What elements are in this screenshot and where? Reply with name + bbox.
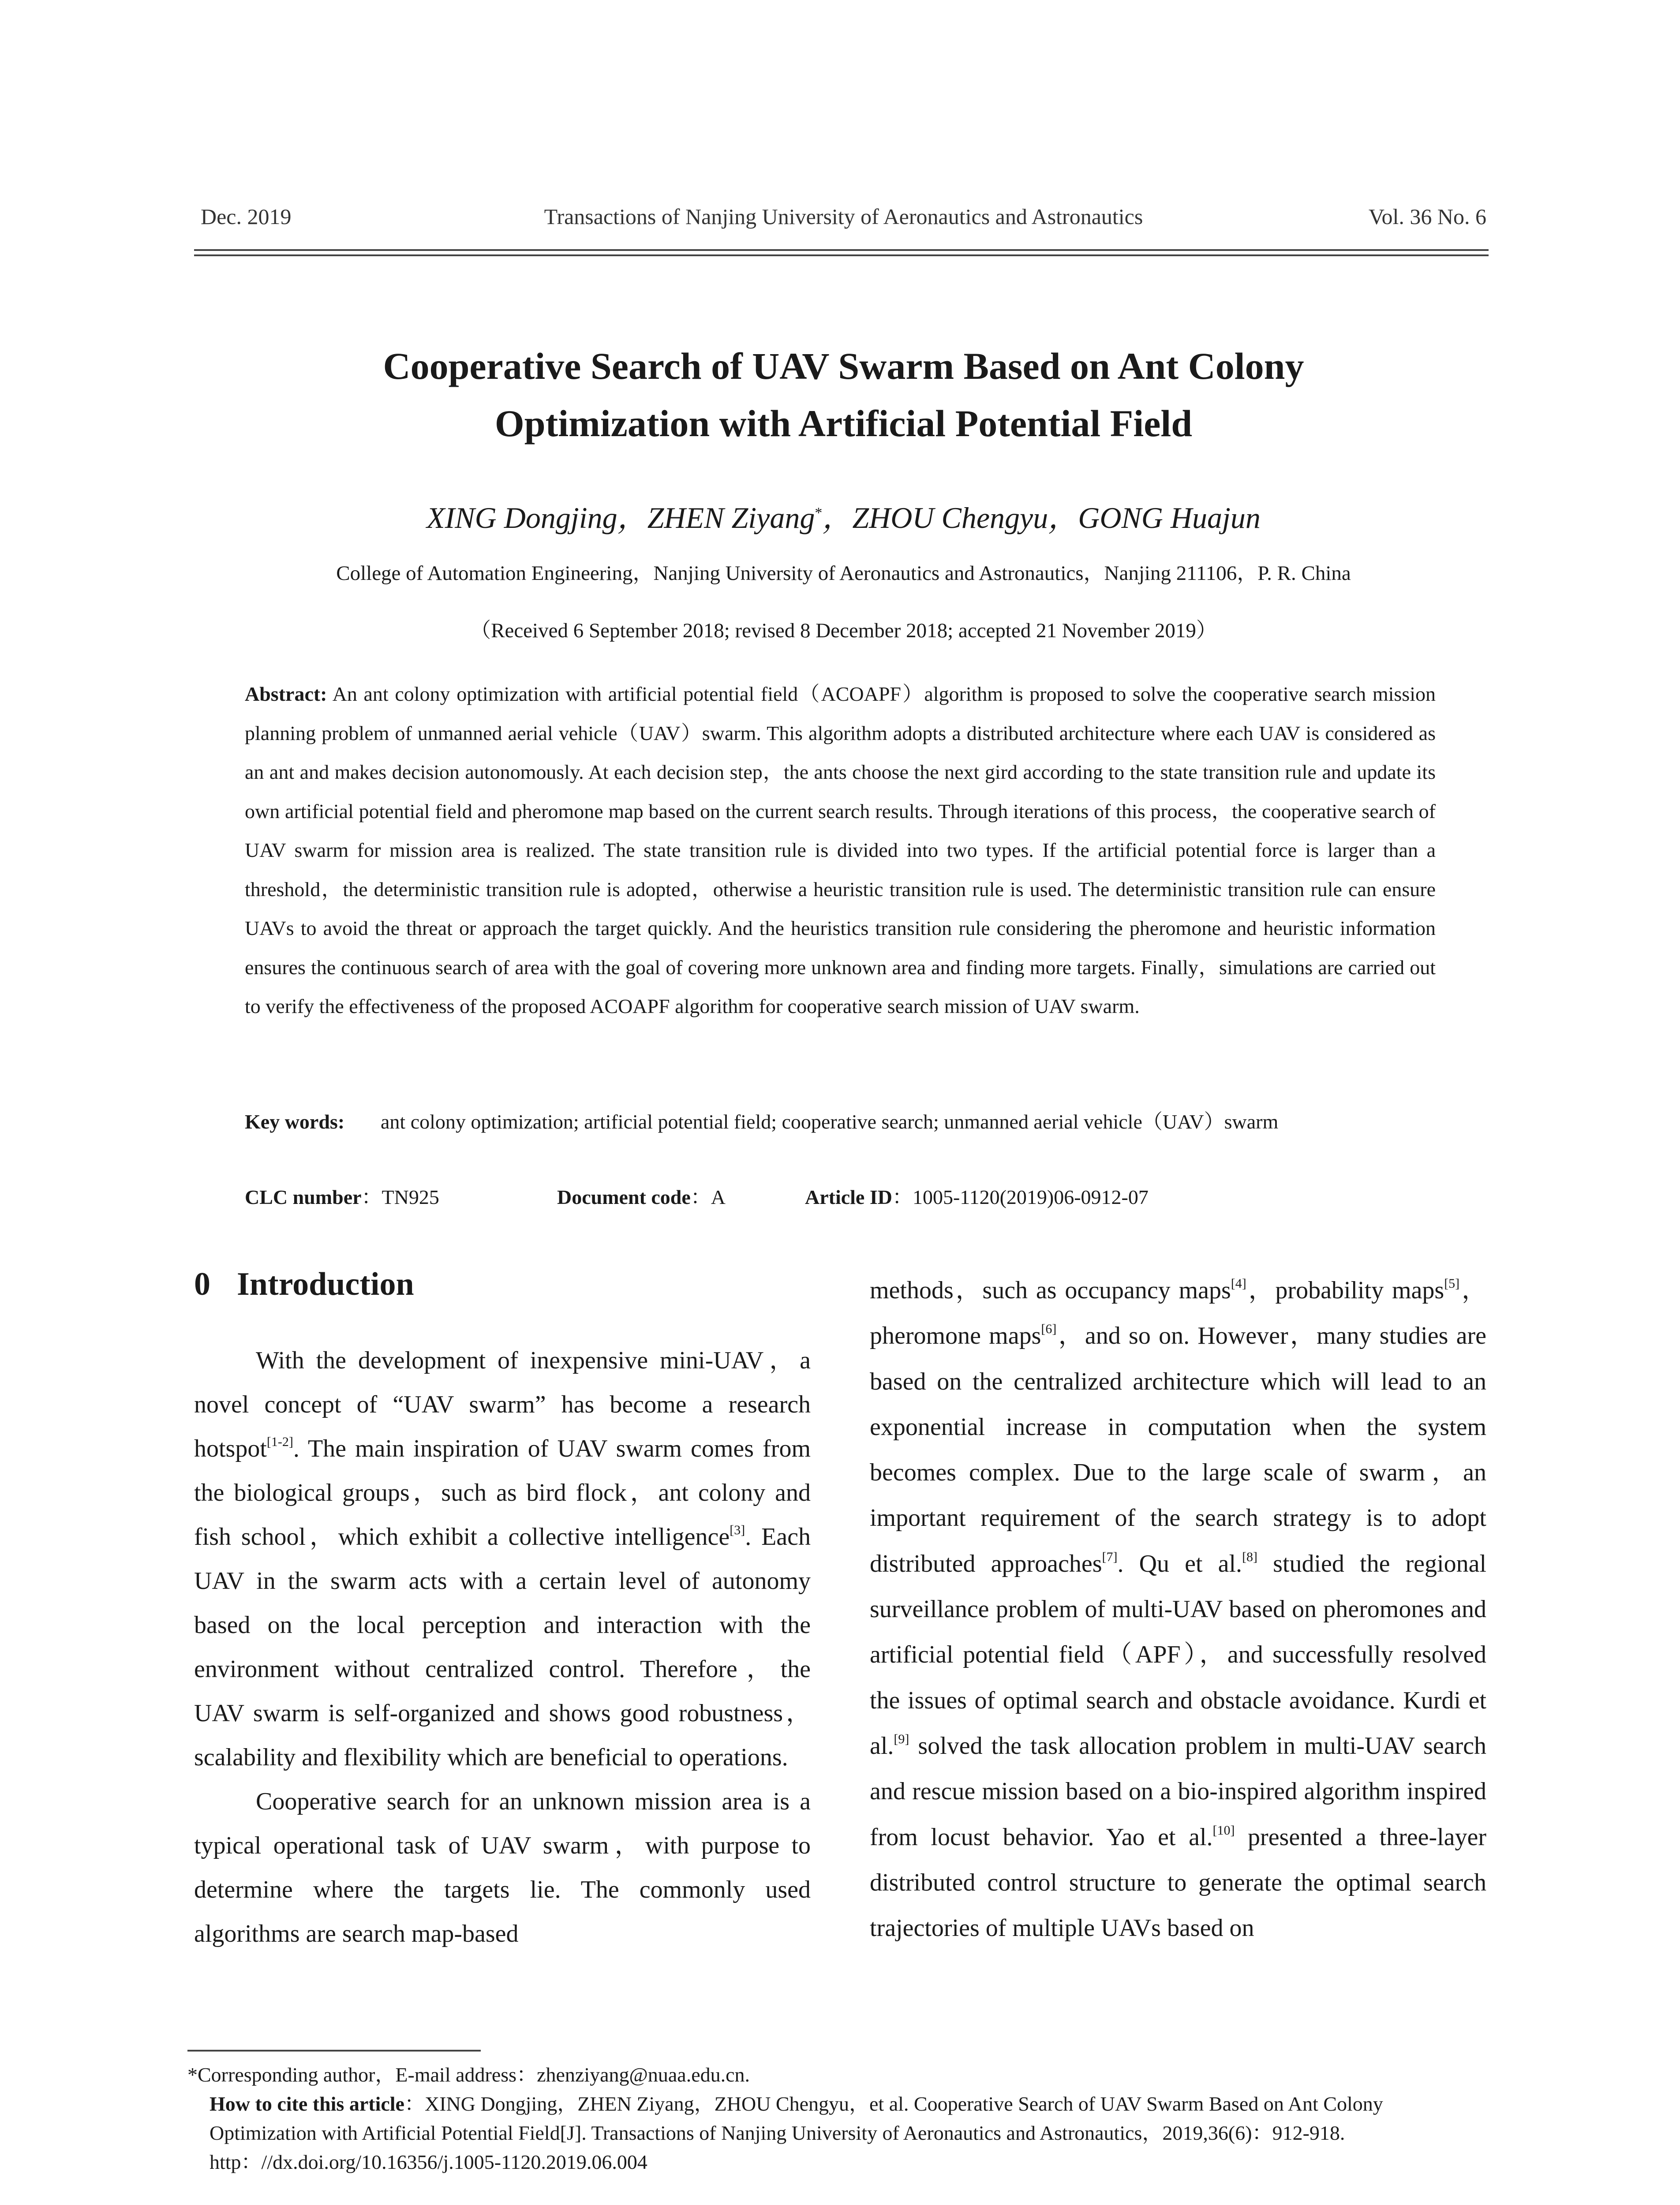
author-list [201,494,1486,537]
citation[interactable]: [3] [730,1523,745,1537]
doi-link[interactable]: http：//dx.doi.org/10.16356/j.1005-1120.2019.06.004 [210,2151,647,2173]
author-3-4: ，ZHOU Chengyu，GONG Huajun [822,501,1261,534]
abstract [245,675,1436,1026]
citation[interactable]: [8] [1242,1549,1258,1564]
citation[interactable]: [10] [1212,1823,1235,1838]
received-dates: （Received 6 September 2018; revised 8 December 2018; accepted 21 November 2019） [470,619,1217,642]
corresponding-mark: * [815,505,823,521]
section-heading [194,1266,414,1303]
citation-note: How to cite this article：XING Dongjing，ZHEN Ziyang，ZHOU Chengyu，et al. Cooperative Search of UAV Swarm Based on Ant Colony Optimization with Artificial Potential Field[J]. Transactions of Nanjing University of Aeronautics and Astronautics，2019,36(6)：912-918. [210,2093,1383,2144]
journal-name: Transactions of Nanjing University of Aeronautics and Astronautics [544,204,1143,229]
footnotes [187,2060,1489,2177]
corresponding-author-note: *Corresponding author，E-mail address：zhenziyang@nuaa.edu.cn. [187,2063,750,2086]
citation[interactable]: [4] [1231,1276,1246,1291]
citation[interactable]: [1-2] [266,1435,293,1449]
issue-date: Dec. 2019 [201,204,292,229]
footnote-rule [187,2050,481,2052]
citation[interactable]: [9] [894,1731,909,1746]
paragraph: Cooperative search for an unknown mission area is a typical operational task of UAV swarm，with purpose to determine where the targets lie. The commonly used algorithms are search map-based [194,1788,811,1947]
keywords-text: ant colony optimization; artificial potential field; cooperative search; unmanned aerial vehicle（UAV）swarm [381,1110,1279,1133]
affiliation: College of Automation Engineering，Nanjing University of Aeronautics and Astronautics，Nanjing 211106，P. R. China [336,562,1351,585]
left-column [194,1338,811,1956]
abstract-label: Abstract: [245,683,327,705]
running-head [201,204,1486,235]
citation[interactable]: [5] [1444,1276,1460,1291]
section-number: 0 [194,1266,210,1302]
author-2: ZHEN Ziyang [647,501,815,534]
section-title: Introduction [237,1266,414,1302]
keywords [245,1102,1436,1141]
paragraph: methods，such as occupancy maps[4]，probability maps[5]，pheromone maps[6]，and so on. However，many studies are based on the centralized architecture which will lead to an exponential increase in computation when the system becomes complex. Due to the large scale of swarm，an important requirement of the search strategy is to adopt distributed approaches[7]. Qu et al.[8] studied the regional surveillance problem of multi-UAV based on pheromones and artificial potential field（APF），and successfully resolved the issues of optimal search and obstacle avoidance. Kurdi et al.[9] solved the task allocation problem in multi-UAV search and rescue mission based on a bio-inspired algorithm inspired from locust behavior. Yao et al.[10] presented a three-layer distributed control structure to generate the optimal search trajectories of multiple UAVs based on [870,1276,1487,1942]
clc-number: CLC number：TN925 [245,1186,439,1208]
document-code: Document code：A [557,1186,726,1208]
citation[interactable]: [7] [1102,1549,1118,1564]
title-line-2: Optimization with Artificial Potential Field [494,402,1193,445]
volume-number: Vol. 36 No. 6 [1368,204,1486,229]
author-1: XING Dongjing， [427,501,647,534]
paper-title [201,337,1486,452]
keywords-label: Key words: [245,1110,345,1133]
right-column [870,1268,1486,1951]
title-line-1: Cooperative Search of UAV Swarm Based on Ant Colony [383,345,1304,387]
citation[interactable]: [6] [1041,1322,1057,1337]
abstract-text: An ant colony optimization with artificial potential field（ACOAPF）algorithm is proposed to solve the cooperative search mission planning problem of unmanned aerial vehicle（UAV）swarm. This algorithm adopts a distributed architecture where each UAV is considered as an ant and makes decision autonomously. At each decision step，the ants choose the next gird according to the state transition rule and update its own artificial potential field and pheromone map based on the current search results. Through iterations of this process，the cooperative search of UAV swarm for mission area is realized. The state transition rule is divided into two types. If the artificial potential force is larger than a threshold，the deterministic transition rule is adopted，otherwise a heuristic transition rule is used. The deterministic transition rule can ensure UAVs to avoid the threat or approach the target quickly. And the heuristics transition rule considering the pheromone and heuristic information ensures the continuous search of area with the goal of covering more unknown area and finding more targets. Finally，simulations are carried out to verify the effectiveness of the proposed ACOAPF algorithm for cooperative search mission of UAV swarm. [245,683,1436,1017]
header-double-rule [194,249,1489,256]
article-id: Article ID：1005-1120(2019)06-0912-07 [805,1186,1149,1208]
paragraph: With the development of inexpensive mini-UAV，a novel concept of “UAV swarm” has become a research hotspot[1-2]. The main inspiration of UAV swarm comes from the biological groups，such as bird flock，ant colony and fish school，which exhibit a collective intelligence[3]. Each UAV in the swarm acts with a certain level of autonomy based on the local perception and interaction with the environment without centralized control. Therefore，the UAV swarm is self-organized and shows good robustness，scalability and flexibility which are beneficial to operations. [194,1347,811,1771]
